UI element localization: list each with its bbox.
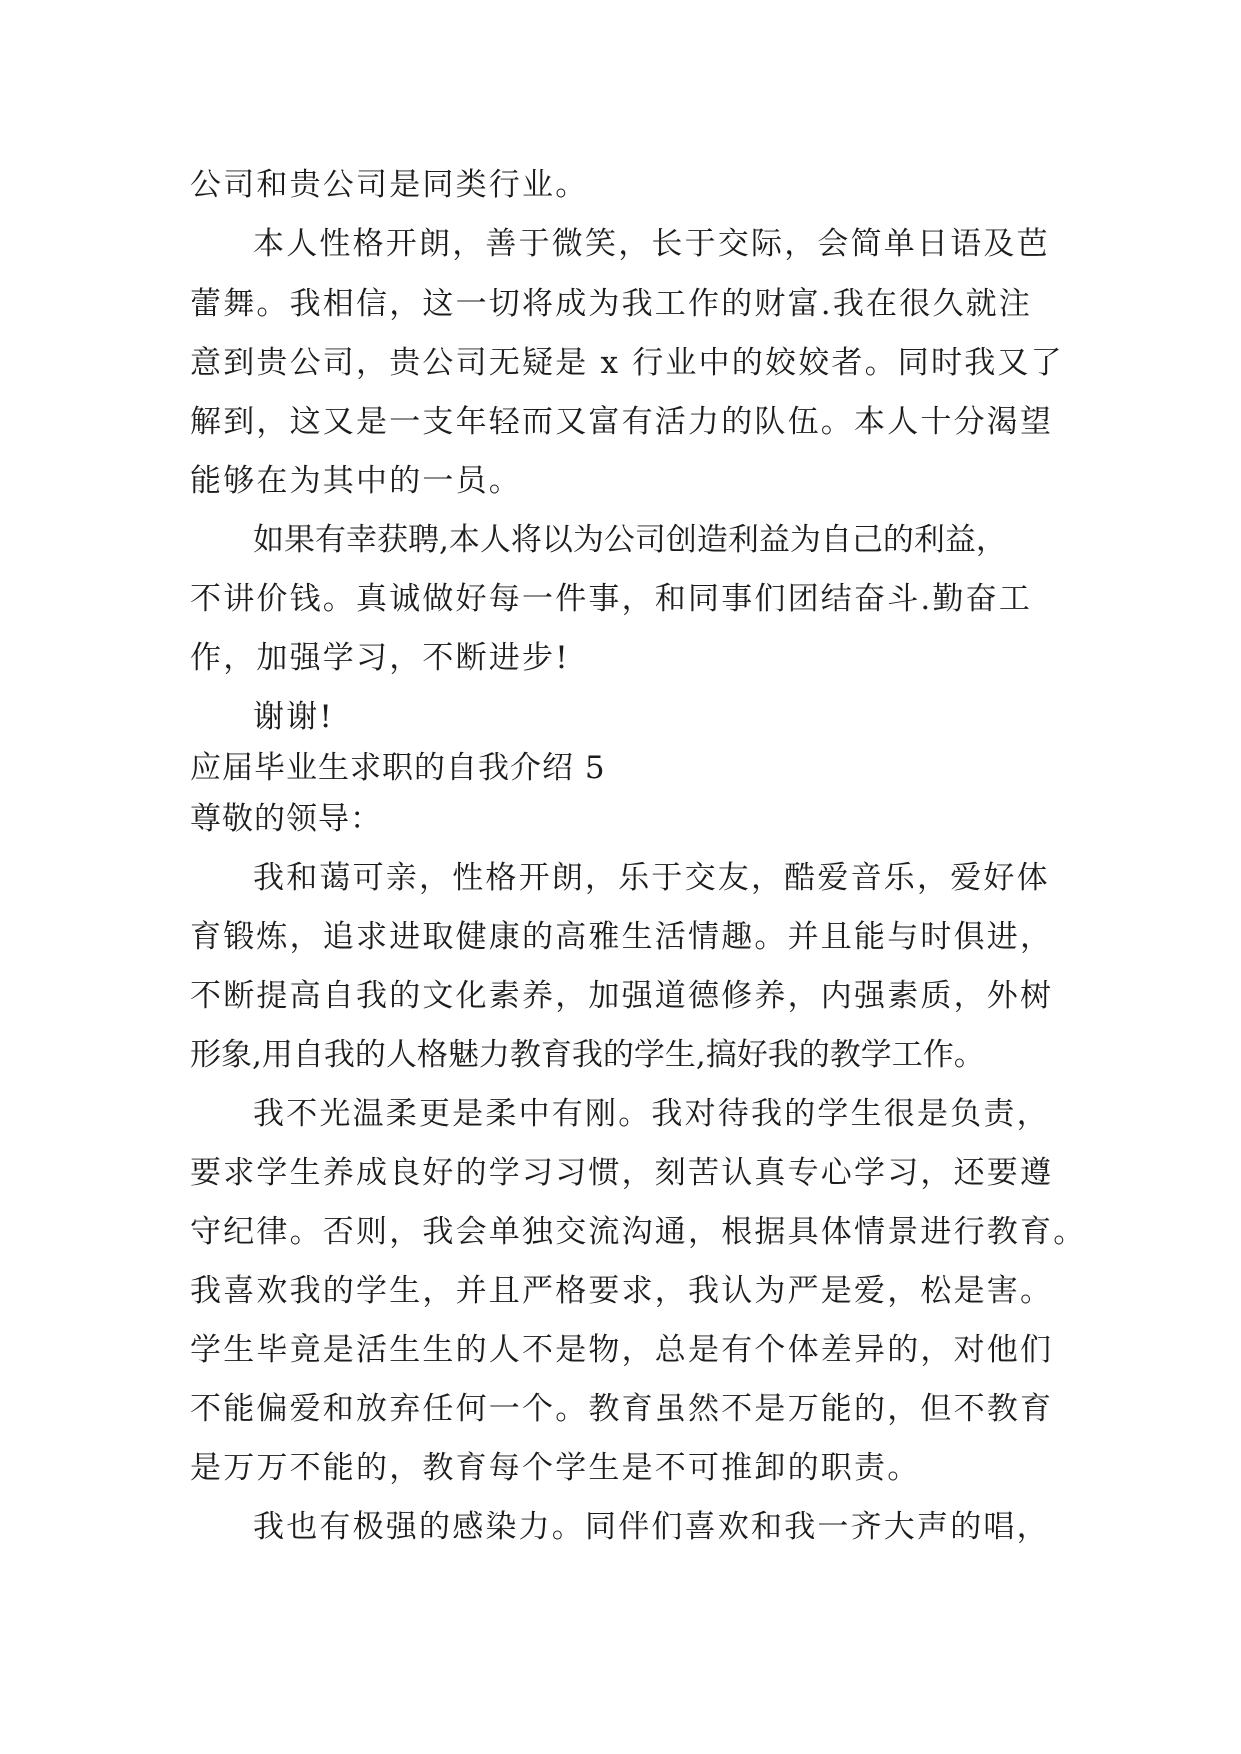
text-line: 解到，这又是一支年轻而又富有活力的队伍。本人十分渴望 xyxy=(190,404,1054,440)
paragraph-start-line: 我不光温柔更是柔中有刚。我对待我的学生很是负责， xyxy=(253,1096,1050,1132)
text-line: 是万万不能的，教育每个学生是不可推卸的职责。 xyxy=(190,1450,921,1486)
salutation: 尊敬的领导： xyxy=(190,801,382,837)
thanks-line: 谢谢! xyxy=(253,699,335,735)
paragraph-start-line: 我也有极强的感染力。同伴们喜欢和我一齐大声的唱， xyxy=(253,1509,1050,1545)
text-line: 作，加强学习，不断进步! xyxy=(190,640,570,676)
section-title: 应届毕业生求职的自我介绍 5 xyxy=(190,750,606,786)
text-line: 守纪律。否则，我会单独交流沟通，根据具体情景进行教育。 xyxy=(190,1214,1087,1250)
text-line: 意到贵公司，贵公司无疑是 x 行业中的姣姣者。同时我又了 xyxy=(190,345,1064,381)
text-line: 不能偏爱和放弃任何一个。教育虽然不是万能的，但不教育 xyxy=(190,1391,1054,1427)
text-line: 不讲价钱。真诚做好每一件事，和同事们团结奋斗.勤奋工 xyxy=(190,581,1033,617)
text-line: 育锻炼，追求进取健康的高雅生活情趣。并且能与时俱进， xyxy=(190,919,1054,955)
text-line: 公司和贵公司是同类行业。 xyxy=(190,167,589,203)
text-line: 能够在为其中的一员。 xyxy=(190,463,522,499)
paragraph-start-line: 我和蔼可亲，性格开朗，乐于交友，酷爱音乐，爱好体 xyxy=(253,860,1050,896)
text-line: 不断提高自我的文化素养，加强道德修养，内强素质，外树 xyxy=(190,978,1054,1014)
paragraph-start-line: 如果有幸获聘,本人将以为公司创造利益为自己的利益， xyxy=(253,522,1007,558)
text-line: 学生毕竟是活生生的人不是物，总是有个体差异的，对他们 xyxy=(190,1332,1054,1368)
text-line: 我喜欢我的学生，并且严格要求，我认为严是爱，松是害。 xyxy=(190,1273,1054,1309)
text-line: 蕾舞。我相信，这一切将成为我工作的财富.我在很久就注 xyxy=(190,286,1033,322)
paragraph-start-line: 本人性格开朗，善于微笑，长于交际，会简单日语及芭 xyxy=(253,226,1050,262)
text-line: 形象,用自我的人格魅力教育我的学生,搞好我的教学工作。 xyxy=(190,1037,985,1073)
text-line: 要求学生养成良好的学习习惯，刻苦认真专心学习，还要遵 xyxy=(190,1155,1054,1191)
